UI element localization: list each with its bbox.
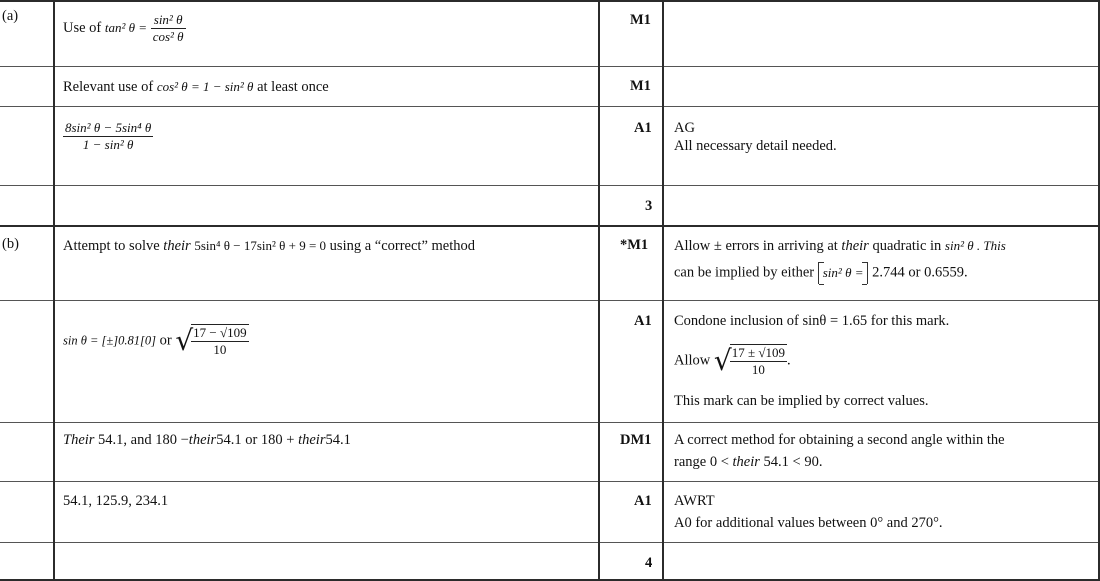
row-divider (0, 300, 1100, 301)
b-row1-note-line2: can be implied by either sin² θ = 2.744 or 0.6559. (674, 262, 968, 284)
b-row4-working: 54.1, 125.9, 234.1 (63, 493, 169, 509)
b-row3-mark: DM1 (620, 432, 652, 448)
b-row2-mark: A1 (634, 313, 652, 329)
col-divider-mark-left (598, 0, 600, 581)
sqrt-expression: √ $\frac{17 - √109}{10}$ (175, 324, 247, 357)
part-b-label: (b) (2, 236, 19, 252)
b-row2-note-allow: Allow √ $\frac{17 \pm √109}{10}$ . (674, 344, 791, 377)
part-divider (0, 225, 1100, 227)
row-divider (0, 422, 1100, 423)
b-row3-note-line1: A correct method for obtaining a second angle within the (674, 432, 1005, 448)
a-row1-mark: M1 (630, 12, 651, 28)
expression-fraction: $\frac{\text{8sin² θ − 5sin⁴ θ}}{\text{1 − sin² θ}}$ (65, 120, 152, 152)
sin-squared-bracket: sin² θ = (818, 262, 869, 284)
b-row3-working: Their 54.1, and 180 −their54.1 or 180 + their54.1 (63, 432, 351, 448)
b-row4-mark: A1 (634, 493, 652, 509)
col-divider-mark-right (662, 0, 664, 581)
a-row2-working: Relevant use of cos² θ = 1 − sin² θ at least once (63, 79, 329, 95)
b-row4-note-awrt: AWRT (674, 493, 715, 509)
a-row2-mark: M1 (630, 78, 651, 94)
b-row1-note-line1: Allow ± errors in arriving at their quadratic in sin² θ . This (674, 238, 1006, 254)
a-row3-working (63, 120, 153, 153)
table-top-border (0, 0, 1100, 2)
a-row3-note-detail: All necessary detail needed. (674, 138, 837, 154)
row-divider (0, 542, 1100, 543)
a-total-marks: 3 (645, 198, 653, 214)
row-divider (0, 66, 1100, 67)
row-divider (0, 106, 1100, 107)
b-total-marks: 4 (645, 555, 653, 571)
tan-identity-fraction: $\frac{\text{sin² θ}}{\text{cos² θ}}$ (152, 12, 184, 44)
row-divider (0, 481, 1100, 482)
b-row4-note-a0: A0 for additional values between 0° and 270°. (674, 515, 943, 531)
a-row3-mark: A1 (634, 120, 652, 136)
b-row2-note-implied: This mark can be implied by correct values. (674, 393, 929, 409)
col-divider-left (53, 0, 55, 581)
b-row2-working: sin θ = [±]0.81[0] or √ $\frac{17 - √109}{10}$ (63, 324, 247, 357)
allow-sqrt-expression: √ $\frac{17 \pm √109}{10}$ (713, 344, 785, 377)
b-row2-note-condone: Condone inclusion of sinθ = 1.65 for this mark. (674, 313, 950, 329)
a-row3-note-ag: AG (674, 120, 695, 136)
b-row3-note-line2: range 0 < their 54.1 < 90. (674, 454, 823, 470)
b-row1-working: Attempt to solve their 5sin⁴ θ − 17sin² θ + 9 = 0 using a “correct” method (63, 238, 476, 254)
row-divider (0, 185, 1100, 186)
b-row1-mark: *M1 (620, 237, 649, 253)
a-row1-working: Use of tan² θ = $\frac{\text{sin² θ}}{\text{cos² θ}}$ (63, 12, 184, 44)
part-a-label: (a) (2, 8, 19, 24)
